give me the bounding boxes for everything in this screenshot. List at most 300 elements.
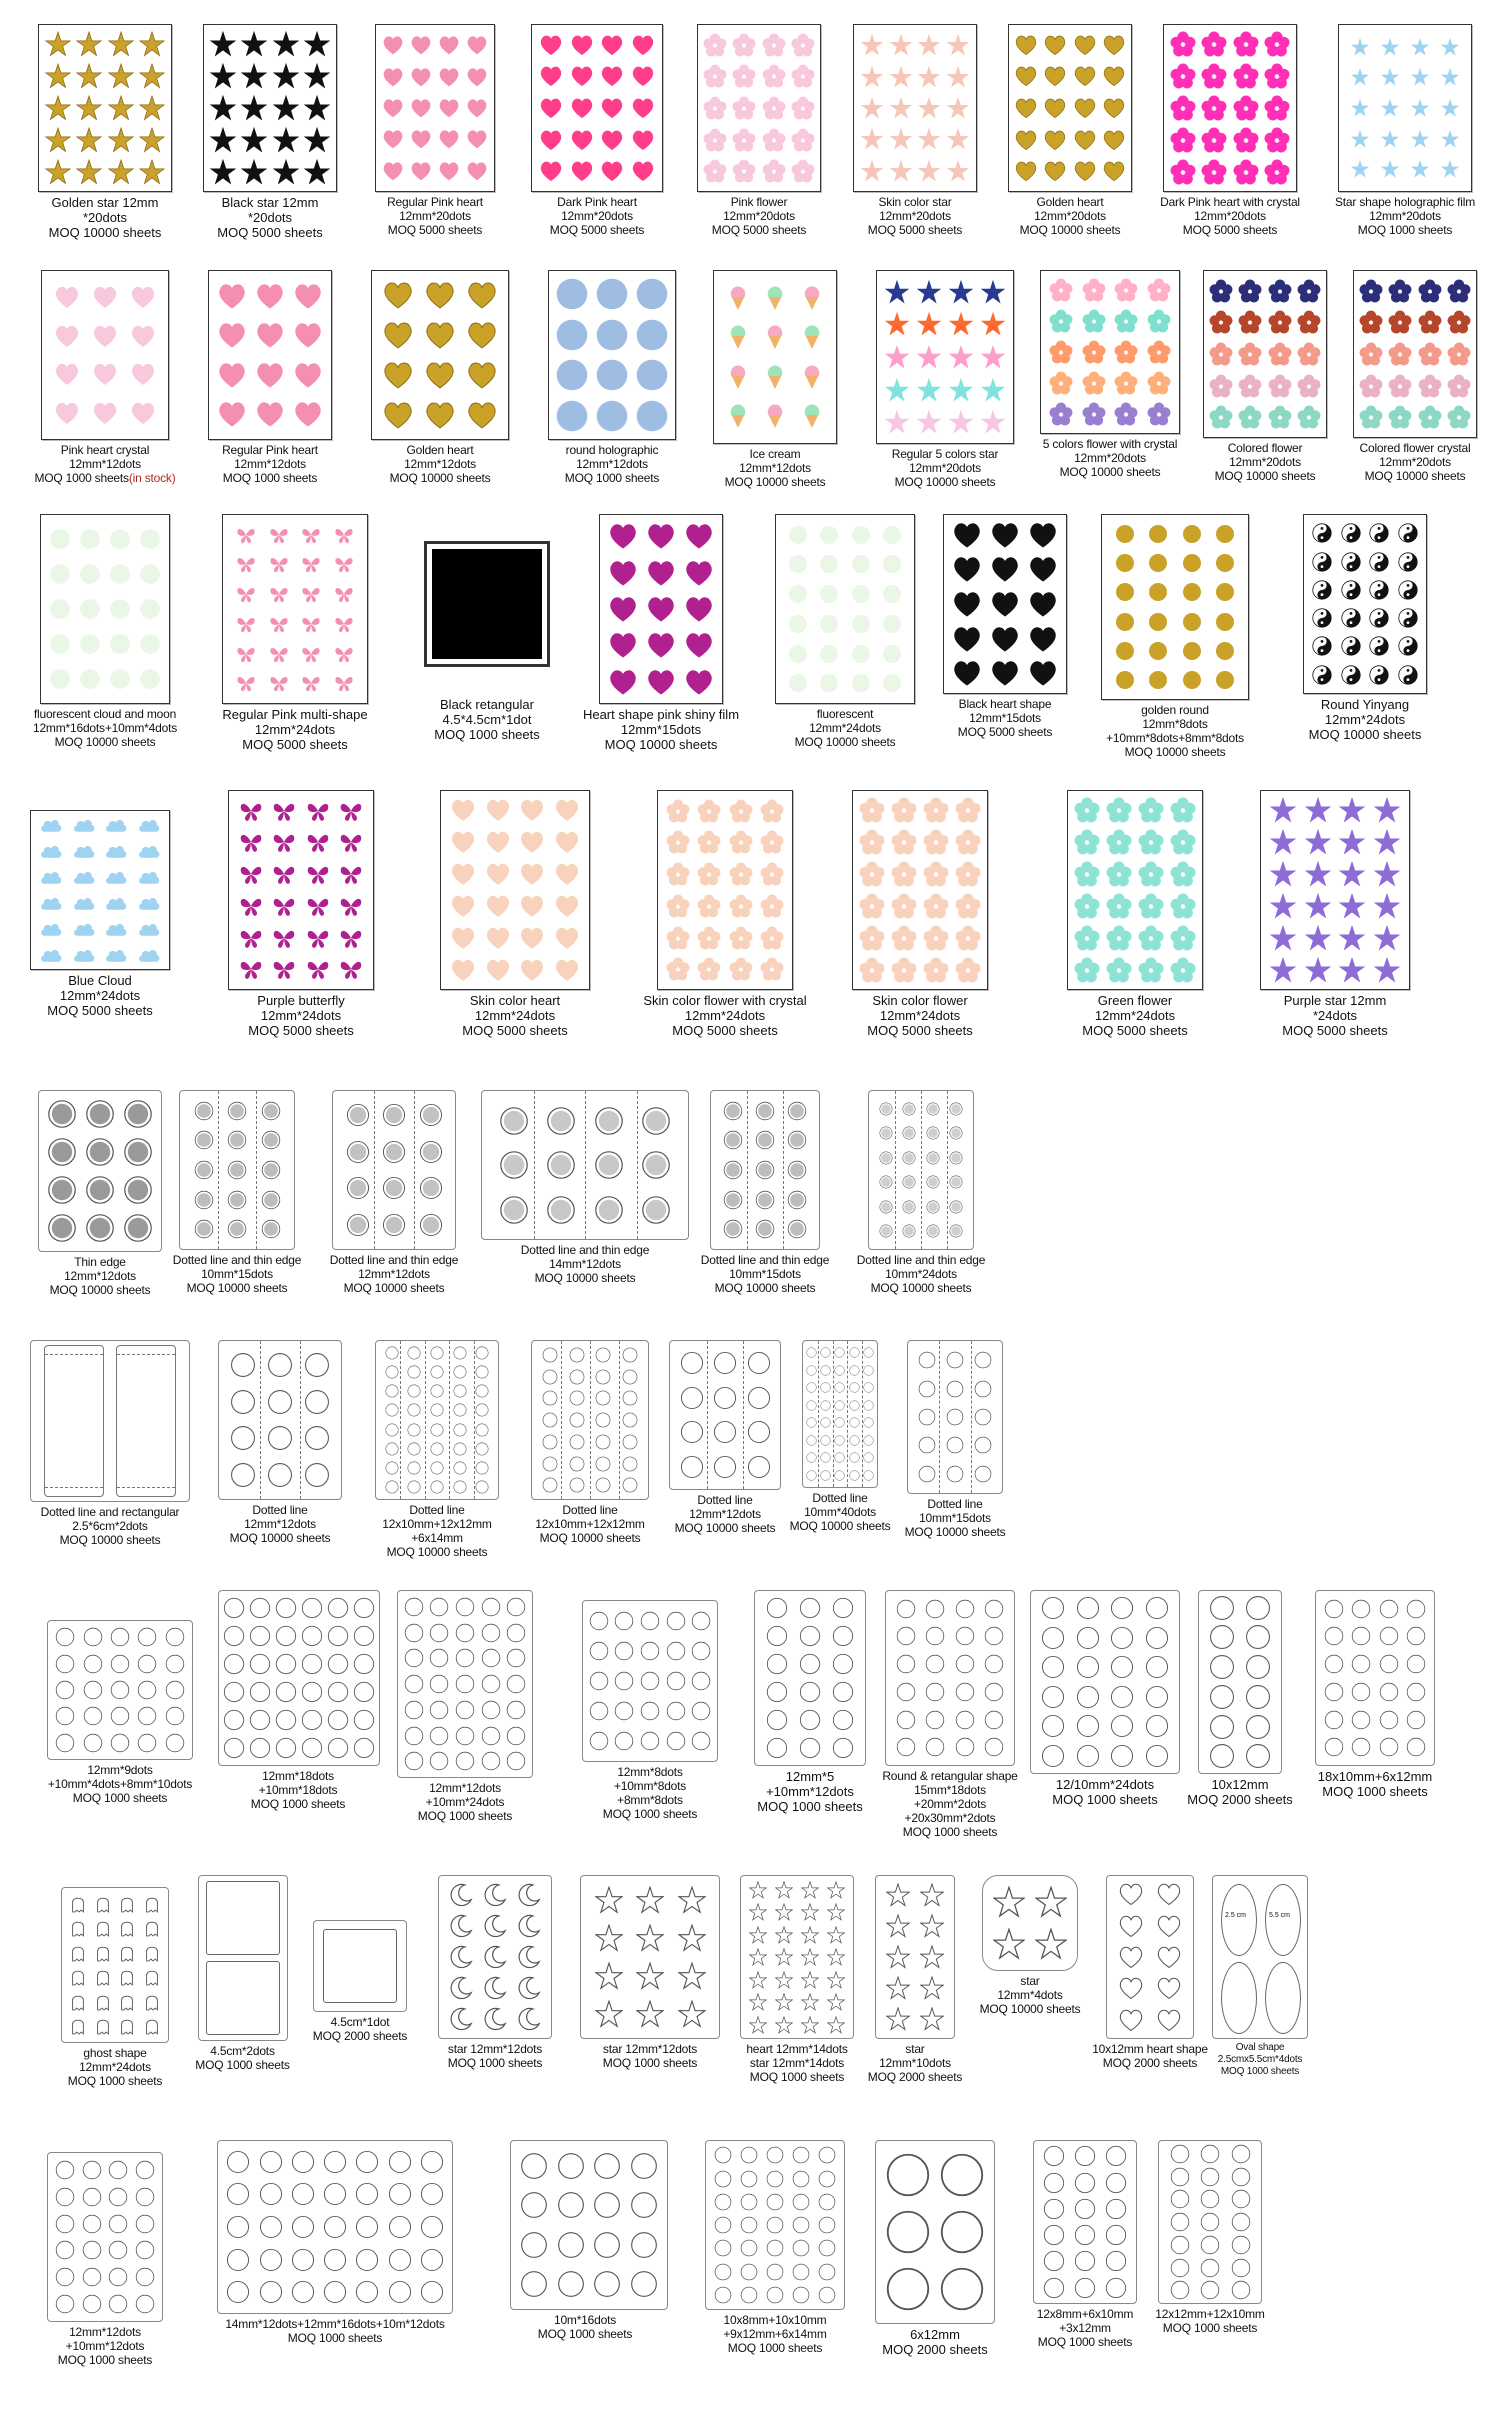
heart-icon xyxy=(539,33,563,57)
circle-outline-icon xyxy=(499,1106,529,1136)
flower-icon xyxy=(1170,797,1196,823)
heart-icon xyxy=(1014,96,1038,120)
circle-outline-icon xyxy=(896,1737,916,1757)
heart-icon xyxy=(438,66,460,88)
tile-skin-color-heart[interactable] xyxy=(440,790,590,1038)
tile-r9-10x8[interactable] xyxy=(700,2140,850,2355)
tile-heart-pink-shiny-film[interactable] xyxy=(566,514,756,752)
flower-icon xyxy=(955,925,981,951)
caption-line: MOQ 5000 sheets xyxy=(711,223,807,237)
circle-outline-icon xyxy=(691,1611,711,1631)
flower-icon xyxy=(1138,861,1164,887)
flower-icon xyxy=(1106,797,1132,823)
blank-sheet xyxy=(1315,1590,1435,1766)
circle-icon xyxy=(882,525,902,545)
tile-pink-heart-crystal[interactable] xyxy=(20,270,190,485)
circle-outline-icon xyxy=(542,1477,558,1493)
tile-black-heart-shape[interactable] xyxy=(930,514,1080,739)
circle-outline-icon xyxy=(388,2215,412,2239)
caption-line: Black heart shape xyxy=(958,697,1052,711)
circle-outline-icon xyxy=(301,1625,323,1647)
circle-outline-icon xyxy=(902,1200,916,1214)
star-outline-icon xyxy=(920,1914,944,1938)
circle-outline-icon xyxy=(327,1653,349,1675)
tile-round-holographic[interactable] xyxy=(537,270,687,485)
circle-outline-icon xyxy=(896,1682,916,1702)
star-icon xyxy=(273,127,299,153)
circle-outline-icon xyxy=(420,2150,444,2174)
tile-skin-color-star[interactable] xyxy=(840,24,990,237)
yinyang-icon xyxy=(1398,636,1418,656)
circle-outline-icon xyxy=(506,1751,526,1771)
tile-dotted-rectangular[interactable] xyxy=(30,1340,190,1547)
caption-line: MOQ 10000 sheets xyxy=(674,1521,776,1535)
circle-outline-icon xyxy=(55,1654,75,1674)
circle-outline-icon xyxy=(885,2266,931,2312)
blank-sheet xyxy=(332,1090,456,1250)
heart-icon xyxy=(217,281,247,311)
circle-icon xyxy=(851,673,871,693)
yinyang-icon xyxy=(1341,523,1361,543)
tile-5-colors-flower-crystal[interactable] xyxy=(1025,270,1195,479)
heart-icon xyxy=(466,34,488,56)
circle-outline-icon xyxy=(323,2150,347,2174)
caption-line: 12mm*12dots xyxy=(234,457,306,471)
circle-outline-icon xyxy=(355,2215,379,2239)
cut-line xyxy=(474,1341,475,1499)
circle-outline-icon xyxy=(506,1648,526,1668)
circle-outline-icon xyxy=(691,1701,711,1721)
circle-outline-icon xyxy=(404,1674,424,1694)
caption xyxy=(735,1769,885,1814)
circle-outline-icon xyxy=(327,1625,349,1647)
blank-sheet xyxy=(580,1875,720,2039)
caption-line: 10mm*15dots xyxy=(919,1511,991,1525)
circle-outline-icon xyxy=(542,1412,558,1428)
moon-outline-icon xyxy=(449,1914,473,1938)
circle-outline-icon xyxy=(420,2248,444,2272)
heart-icon xyxy=(990,624,1020,654)
heart-icon xyxy=(631,64,655,88)
circle-outline-icon xyxy=(55,2240,75,2260)
heart-icon xyxy=(646,521,676,551)
circle-outline-icon xyxy=(430,1403,444,1417)
flower-icon xyxy=(1170,861,1196,887)
tile-oval-shape[interactable] xyxy=(1195,1875,1325,2078)
star-icon xyxy=(1374,861,1400,887)
star-outline-icon xyxy=(801,1948,819,1966)
tile-dotted-thin-10x24[interactable] xyxy=(846,1090,996,1295)
tile-mix-12-10x24[interactable] xyxy=(1030,1590,1180,1807)
tile-dotted-thin-10x15b[interactable] xyxy=(690,1090,840,1295)
tile-colored-flower-crystal[interactable] xyxy=(1340,270,1490,483)
circle-outline-icon xyxy=(818,2263,836,2281)
caption-line: 12mm*9dots xyxy=(87,1763,153,1777)
caption xyxy=(200,707,390,752)
circle-outline-icon xyxy=(291,2280,315,2304)
caption-line: MOQ 10000 sheets xyxy=(534,1271,636,1285)
circle-outline-icon xyxy=(622,1434,638,1450)
butterfly-icon xyxy=(272,862,296,886)
circle-outline-icon xyxy=(355,2248,379,2272)
heart-icon xyxy=(130,361,156,387)
tile-purple-star[interactable] xyxy=(1260,790,1410,1038)
star-icon xyxy=(1270,893,1296,919)
star-icon xyxy=(1381,130,1399,148)
flower-icon xyxy=(729,799,753,823)
moon-outline-icon xyxy=(483,2007,507,2031)
circle-outline-icon xyxy=(353,1625,375,1647)
circle-outline-icon xyxy=(818,2216,836,2234)
caption-line: MOQ 1000 sheets xyxy=(222,471,318,485)
circle-icon xyxy=(49,563,71,585)
blank-sheet xyxy=(875,2140,995,2324)
flower-icon xyxy=(1264,31,1290,57)
caption-line: MOQ 10000 sheets xyxy=(343,1281,445,1295)
heart-outline-icon xyxy=(1156,1881,1182,1907)
heart-icon xyxy=(92,284,118,310)
heart-icon xyxy=(293,281,323,311)
heart-icon xyxy=(1073,159,1097,183)
tile-fluorescent[interactable] xyxy=(770,514,920,749)
heart-icon xyxy=(1043,96,1067,120)
ice-cream-icon xyxy=(799,364,825,390)
caption-line: Dotted line xyxy=(562,1503,618,1517)
circle-outline-icon xyxy=(955,1654,975,1674)
tile-golden-round[interactable] xyxy=(1090,514,1260,759)
caption-line: Dotted line and thin edge xyxy=(520,1243,650,1257)
tile-mix-12x8[interactable] xyxy=(575,1590,725,1821)
tile-r9-12x12[interactable] xyxy=(30,2140,180,2367)
butterfly-icon xyxy=(301,554,321,574)
caption-line: MOQ 1000 sheets xyxy=(749,2070,845,2084)
circle-outline-icon xyxy=(949,1102,963,1116)
star-icon xyxy=(76,159,102,185)
caption-line: 12mm*12dots xyxy=(64,1269,136,1283)
butterfly-icon xyxy=(239,862,263,886)
circle-outline-icon xyxy=(267,1462,293,1488)
caption-line: MOQ 1000 sheets xyxy=(1052,1792,1158,1807)
circle-outline-icon xyxy=(925,1682,945,1702)
caption-line: 10mm*15dots xyxy=(729,1267,801,1281)
heart-icon xyxy=(952,658,982,688)
heart-icon xyxy=(382,399,414,431)
tile-ghost-shape[interactable] xyxy=(40,1875,190,2088)
circle-outline-icon xyxy=(1145,1626,1169,1650)
circle-outline-icon xyxy=(863,1365,874,1376)
tile-skin-color-flower-crystal[interactable] xyxy=(620,790,830,1038)
heart-icon xyxy=(1102,96,1126,120)
tile-r9-10x16[interactable] xyxy=(510,2140,660,2341)
circle-icon xyxy=(1215,641,1235,661)
tile-purple-butterfly[interactable] xyxy=(226,790,376,1038)
tile-skin-color-flower[interactable] xyxy=(845,790,995,1038)
tile-dotted-thin-12x12[interactable] xyxy=(318,1090,470,1295)
tile-thin-edge[interactable] xyxy=(25,1090,175,1297)
tile-pink-flower[interactable] xyxy=(684,24,834,237)
flower-icon xyxy=(666,957,690,981)
blank-sheet xyxy=(875,1875,955,2039)
circle-outline-icon xyxy=(799,1737,821,1759)
caption-line: MOQ 10000 sheets xyxy=(1019,223,1121,237)
flower-icon xyxy=(1147,309,1171,333)
cut-line xyxy=(747,1091,748,1249)
circle-outline-icon xyxy=(974,1408,992,1426)
circle-icon xyxy=(635,358,669,392)
circle-outline-icon xyxy=(123,1137,153,1167)
tile-star-12x12[interactable] xyxy=(575,1875,725,2070)
circle-icon xyxy=(139,528,161,550)
circle-outline-icon xyxy=(1231,2167,1251,2187)
tile-regular-pink-heart[interactable] xyxy=(360,24,510,237)
caption-line: 12mm*12dots xyxy=(69,457,141,471)
tile-ice-cream[interactable] xyxy=(700,270,850,489)
tile-square-4-5x1[interactable] xyxy=(300,1875,420,2043)
sticker-sheet xyxy=(1260,790,1410,990)
tile-star-holographic[interactable] xyxy=(1320,24,1490,237)
tile-dotted-12x10-a[interactable] xyxy=(362,1340,512,1559)
star-icon xyxy=(304,159,330,185)
tile-dotted-12x12[interactable] xyxy=(205,1340,355,1545)
caption xyxy=(412,697,562,742)
tile-golden-heart-12[interactable] xyxy=(365,270,515,485)
ice-cream-icon xyxy=(725,364,751,390)
circle-outline-icon xyxy=(925,1654,945,1674)
flower-icon xyxy=(1297,342,1321,366)
star-outline-icon xyxy=(886,2007,910,2031)
circle-outline-icon xyxy=(902,1102,916,1116)
circle-icon xyxy=(1182,612,1202,632)
circle-icon xyxy=(851,644,871,664)
tile-mix-12x5[interactable] xyxy=(735,1590,885,1814)
flower-icon xyxy=(1201,127,1227,153)
tile-r9-12x12b[interactable] xyxy=(1135,2140,1285,2335)
star-outline-icon xyxy=(636,2000,664,2028)
tile-regular-5-colors-star[interactable] xyxy=(865,270,1025,489)
tile-golden-star[interactable] xyxy=(30,24,180,240)
tile-dotted-thin-10x15[interactable] xyxy=(162,1090,312,1295)
circle-outline-icon xyxy=(974,1351,992,1369)
star-icon xyxy=(45,127,71,153)
flower-icon xyxy=(697,799,721,823)
circle-outline-icon xyxy=(430,1480,444,1494)
circle-outline-icon xyxy=(453,1480,467,1494)
circle-outline-icon xyxy=(723,1101,743,1121)
circle-outline-icon xyxy=(666,1611,686,1631)
circle-outline-icon xyxy=(1074,2250,1096,2272)
circle-icon xyxy=(139,598,161,620)
circle-icon xyxy=(1215,582,1235,602)
caption-line: MOQ 10000 sheets xyxy=(1308,727,1422,742)
tile-mix-12x9[interactable] xyxy=(30,1590,210,1805)
circle-outline-icon xyxy=(755,1219,775,1239)
circle-outline-icon xyxy=(1324,1654,1344,1674)
tile-square-4-5x2[interactable] xyxy=(185,1875,300,2072)
tile-r9-6x12[interactable] xyxy=(860,2140,1010,2357)
tile-colored-flower[interactable] xyxy=(1190,270,1340,483)
tile-r9-14x12[interactable] xyxy=(205,2140,465,2345)
caption-line: 12mm*12dots xyxy=(358,1267,430,1281)
circle-outline-icon xyxy=(832,1597,854,1619)
caption-line: Skin color star xyxy=(878,195,952,209)
flower-icon xyxy=(955,957,981,983)
tile-regular-pink-multi-shape[interactable] xyxy=(200,514,390,752)
heart-icon xyxy=(570,64,594,88)
circle-outline-icon xyxy=(301,1737,323,1759)
caption xyxy=(1025,437,1195,479)
circle-outline-icon xyxy=(506,1597,526,1617)
flower-icon xyxy=(1074,893,1100,919)
tile-fluorescent-cloud-moon[interactable] xyxy=(10,514,200,749)
tile-dotted-thin-14x12[interactable] xyxy=(480,1090,690,1285)
tile-green-flower[interactable] xyxy=(1060,790,1210,1038)
circle-outline-icon xyxy=(455,1674,475,1694)
tile-dark-pink-heart[interactable] xyxy=(522,24,672,237)
circle-icon xyxy=(139,668,161,690)
circle-outline-icon xyxy=(1200,2258,1220,2278)
circle-outline-icon xyxy=(85,1137,115,1167)
circle-outline-icon xyxy=(520,2270,548,2298)
caption-line: Golden heart xyxy=(1036,195,1104,209)
tile-black-star[interactable] xyxy=(195,24,345,240)
tile-dotted-12x10-b[interactable] xyxy=(515,1340,665,1545)
heart-icon xyxy=(1102,159,1126,183)
circle-outline-icon xyxy=(787,1101,807,1121)
circle-outline-icon xyxy=(1110,1596,1134,1620)
flower-icon xyxy=(762,64,786,88)
circle-outline-icon xyxy=(230,1425,256,1451)
circle-outline-icon xyxy=(227,1219,247,1239)
star-icon xyxy=(1441,130,1459,148)
circle-outline-icon xyxy=(740,2170,758,2188)
blank-sheet xyxy=(397,1590,533,1778)
circle-outline-icon xyxy=(353,1597,375,1619)
tile-black-retangular[interactable] xyxy=(412,514,562,742)
circle-icon xyxy=(1182,582,1202,602)
circle-outline-icon xyxy=(863,1435,874,1446)
circle-outline-icon xyxy=(641,1195,671,1225)
circle-outline-icon xyxy=(137,1706,157,1726)
circle-outline-icon xyxy=(820,1347,831,1358)
flower-icon xyxy=(1082,340,1106,364)
caption-line: Black star 12mm xyxy=(221,195,319,210)
heart-icon xyxy=(600,33,624,57)
heart-icon xyxy=(54,361,80,387)
circle-outline-icon xyxy=(1324,1710,1344,1730)
star-icon xyxy=(273,31,299,57)
butterfly-icon xyxy=(306,862,330,886)
tile-regular-pink-heart-12[interactable] xyxy=(195,270,345,485)
blank-sheet xyxy=(1106,1875,1194,2039)
tile-star-moon-cloud[interactable] xyxy=(420,1875,570,2070)
caption-line: +9x12mm+6x14mm xyxy=(723,2327,827,2341)
flower-icon xyxy=(1388,374,1412,398)
caption-line: 12mm*20dots xyxy=(1194,209,1266,223)
circle-outline-icon xyxy=(275,1625,297,1647)
circle-outline-icon xyxy=(594,1106,624,1136)
catalog-row-7 xyxy=(0,1590,1500,1860)
flower-icon xyxy=(923,861,949,887)
caption xyxy=(537,443,687,485)
circle-outline-icon xyxy=(1041,1655,1065,1679)
circle-outline-icon xyxy=(481,1674,501,1694)
circle-outline-icon xyxy=(926,1126,940,1140)
heart-icon xyxy=(466,97,488,119)
circle-outline-icon xyxy=(946,1408,964,1426)
star-outline-icon xyxy=(1035,1928,1067,1960)
circle-outline-icon xyxy=(680,1351,704,1375)
tile-dotted-10x15[interactable] xyxy=(880,1340,1030,1539)
tile-mix-12x18[interactable] xyxy=(218,1590,378,1811)
star-outline-icon xyxy=(801,1971,819,1989)
circle-outline-icon xyxy=(455,1648,475,1668)
circle-outline-icon xyxy=(806,1417,817,1428)
cloud-icon xyxy=(137,865,161,889)
circle-outline-icon xyxy=(799,1709,821,1731)
circle-outline-icon xyxy=(301,1597,323,1619)
caption-line: 10x12mm heart shape xyxy=(1092,2042,1208,2056)
caption-line: 4.5cm*1dot xyxy=(330,2015,390,2029)
heart-icon xyxy=(255,360,285,390)
star-icon xyxy=(45,31,71,57)
circle-outline-icon xyxy=(569,1477,585,1493)
tile-mix-10x12[interactable] xyxy=(1185,1590,1295,1807)
star-icon xyxy=(139,63,165,89)
circle-outline-icon xyxy=(137,1733,157,1753)
heart-icon xyxy=(646,594,676,624)
sticker-sheet xyxy=(203,24,337,192)
circle-outline-icon xyxy=(792,2263,810,2281)
star-icon xyxy=(981,280,1005,304)
circle-outline-icon xyxy=(740,2286,758,2304)
circle-outline-icon xyxy=(475,1403,489,1417)
star-icon xyxy=(885,312,909,336)
ghost-outline-icon xyxy=(69,1919,87,1937)
circle-outline-icon xyxy=(714,2170,732,2188)
star-icon xyxy=(918,66,940,88)
flower-icon xyxy=(1297,405,1321,429)
tile-round-retangular[interactable] xyxy=(870,1590,1030,1839)
circle-outline-icon xyxy=(1231,2258,1251,2278)
circle-outline-icon xyxy=(1406,1682,1426,1702)
circle-outline-icon xyxy=(849,1452,860,1463)
cloud-icon xyxy=(137,891,161,915)
tile-round-yinyang[interactable] xyxy=(1290,514,1440,742)
caption-line: Dark Pink heart xyxy=(557,195,637,209)
flower-icon xyxy=(955,893,981,919)
star-icon xyxy=(1374,893,1400,919)
circle-outline-icon xyxy=(429,1623,449,1643)
circle-outline-icon xyxy=(226,2150,250,2174)
heart-icon xyxy=(410,34,432,56)
circle-icon xyxy=(1182,553,1202,573)
sticker-sheet xyxy=(38,24,172,192)
star-icon xyxy=(1305,861,1331,887)
tile-dark-pink-heart-crystal[interactable] xyxy=(1140,24,1320,237)
tile-mix-18x10[interactable] xyxy=(1300,1590,1450,1799)
circle-outline-icon xyxy=(1110,1655,1134,1679)
tile-golden-heart[interactable] xyxy=(995,24,1145,237)
caption-line: MOQ 2000 sheets xyxy=(312,2029,408,2043)
yinyang-icon xyxy=(1398,523,1418,543)
tile-mix-12x12[interactable] xyxy=(390,1590,540,1823)
heart-icon xyxy=(990,554,1020,584)
caption-line: Dark Pink heart with crystal xyxy=(1160,195,1300,209)
flower-icon xyxy=(732,96,756,120)
heart-icon xyxy=(450,829,476,855)
yinyang-icon xyxy=(1398,608,1418,628)
tile-blue-cloud[interactable] xyxy=(25,790,175,1018)
